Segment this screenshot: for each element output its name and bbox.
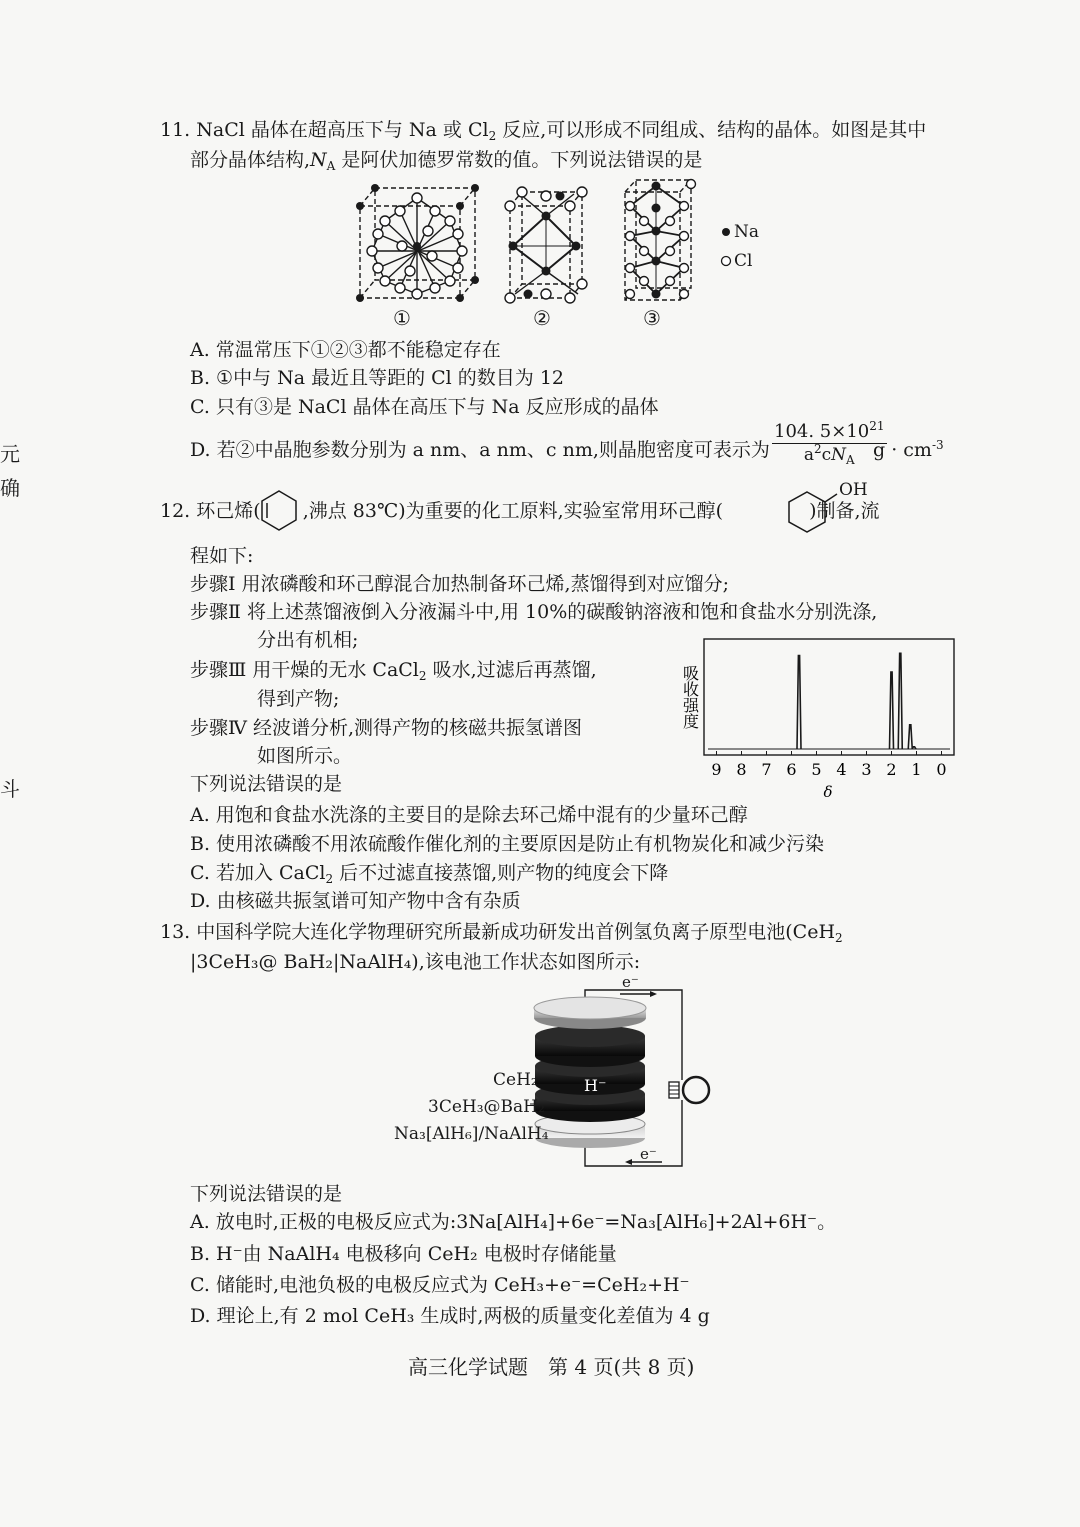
nmr-spectrum-chart (676, 634, 961, 804)
q12-step-2: 步骤Ⅱ 将上述蒸馏液倒入分液漏斗中,用 10%的碳酸钠溶液和饱和食盐水分别洗涤, (190, 601, 878, 623)
q12-step-4-cont: 如图所示。 (257, 745, 353, 767)
step3-text: 步骤Ⅲ 用干燥的无水 CaCl (190, 659, 419, 681)
y-axis-label: 吸收强度 (680, 665, 700, 729)
nmr-peak (797, 656, 801, 750)
margin-fragment: 元 (0, 442, 20, 466)
nmr-peak (890, 672, 894, 749)
q11-stem-line1 (160, 116, 926, 144)
x-tick-label: 2 (886, 760, 897, 779)
den-a: a (803, 445, 814, 465)
q12-stem-text: 环己烯( (196, 500, 261, 522)
q12-step-4: 步骤Ⅳ 经波谱分析,测得产物的核磁共振氢谱图 (190, 717, 583, 739)
crystal-structure-3 (625, 180, 696, 301)
x-tick-label: 5 (811, 760, 822, 779)
q12-option-b: B. 使用浓磷酸不用浓硫酸作催化剂的主要原因是防止有机物炭化和减少污染 (190, 833, 825, 855)
q12-option-a: A. 用饱和食盐水洗涤的主要目的是除去环己烯中混有的少量环己醇 (190, 804, 748, 826)
q11-option-b: B. ①中与 Na 最近且等距的 Cl 的数目为 12 (190, 367, 565, 389)
q12-option-d: D. 由核磁共振氢谱可知产物中含有杂质 (190, 890, 521, 912)
q11-stem-text: NaCl 晶体在超高压下与 Na 或 Cl (196, 119, 489, 141)
q12-step-3-cont: 得到产物; (257, 688, 340, 710)
layer-label-ceh2: CeH₂ (493, 1070, 538, 1090)
x-tick-label: 7 (761, 760, 772, 779)
den-n: N (831, 445, 847, 465)
q13-number: 13. (160, 921, 191, 943)
density-fraction (772, 421, 887, 465)
crystal-structures-figure (350, 176, 770, 328)
option-c-text: C. 若加入 CaCl (190, 862, 326, 884)
cl-legend-marker (722, 257, 731, 266)
na-legend-marker (722, 228, 730, 236)
arrowhead (650, 991, 657, 997)
figure-label-3: ③ (643, 306, 661, 330)
q12-stem-text: )制备,流 (809, 500, 880, 522)
subscript: A (846, 453, 855, 467)
subscript: 2 (488, 129, 497, 143)
q11-option-d (190, 436, 770, 464)
q11-stem-text: 部分晶体结构, (190, 149, 311, 171)
x-tick-label: 6 (786, 760, 797, 779)
den-c: c (821, 445, 832, 465)
fraction-denominator (772, 444, 887, 465)
q11-stem-line2 (190, 146, 702, 174)
x-tick-label: 8 (736, 760, 747, 779)
figure-label-1: ① (393, 306, 411, 330)
q13-option-b: B. H⁻由 NaAlH₄ 电极移向 CeH₂ 电极时存储能量 (190, 1243, 617, 1265)
q12-number: 12. (160, 500, 191, 522)
x-tick-label: 4 (836, 760, 847, 779)
avogadro-symbol: N (310, 149, 327, 171)
fraction-numerator (772, 421, 887, 444)
q13-stem-line2: |3CeH₃@ BaH₂|NaAlH₄),该电池工作状态如图所示: (190, 951, 641, 973)
unit-text: g · cm (873, 439, 932, 461)
subscript: 2 (418, 669, 427, 683)
cyclohexene-structure-icon (258, 487, 300, 533)
hydride-ion-label: H⁻ (584, 1076, 607, 1095)
x-tick-label: 3 (861, 760, 872, 779)
q13-option-c: C. 储能时,电池负极的电极反应式为 CeH₃+e⁻=CeH₂+H⁻ (190, 1274, 690, 1296)
q12-step-2-cont: 分出有机相; (257, 629, 359, 651)
q12-step-1: 步骤Ⅰ 用浓磷酸和环己醇混合加热制备环己烯,蒸馏得到对应馏分; (190, 573, 729, 595)
nmr-peak (898, 653, 902, 749)
q11-number: 11. (160, 119, 191, 141)
numerator-text: 104. 5×10 (774, 421, 870, 442)
margin-fragment: 确 (0, 476, 20, 500)
x-tick-label: 1 (911, 760, 922, 779)
q13-option-d: D. 理论上,有 2 mol CeH₃ 生成时,两极的质量变化差值为 4 g (190, 1305, 710, 1327)
na-legend-label: Na (734, 222, 760, 242)
q12-stem-text: ,沸点 83℃)为重要的化工原料,实验室常用环己醇( (302, 500, 724, 522)
q11-stem-text: 是阿伏加德罗常数的值。下列说法错误的是 (335, 149, 703, 171)
figure-label-2: ② (533, 306, 551, 330)
q11-option-c: C. 只有③是 NaCl 晶体在高压下与 Na 反应形成的晶体 (190, 396, 659, 418)
battery-figure (380, 976, 720, 1176)
subscript: A (326, 159, 336, 173)
electron-label-bottom: e⁻ (640, 1145, 657, 1163)
page-footer: 高三化学试题 第 4 页(共 8 页) (408, 1355, 695, 1379)
q12-step-3 (190, 656, 597, 684)
x-tick-label: 9 (711, 760, 722, 779)
crystal-structure-1 (356, 184, 479, 302)
subscript: 2 (835, 931, 843, 945)
chart-frame (704, 639, 954, 755)
q13-stem-text: 中国科学院大连化学物理研究所最新成功研发出首例氢负离子原型电池(CeH (196, 921, 836, 943)
superscript: 2 (813, 442, 822, 456)
x-axis-label: δ (823, 783, 833, 801)
step3-text: 吸水,过滤后再蒸馏, (426, 659, 597, 681)
q13-stem-line1 (160, 918, 843, 946)
margin-fragment: 斗 (0, 777, 20, 801)
nmr-peak (908, 725, 912, 749)
electron-label-top: e⁻ (622, 973, 639, 991)
q11-option-d-text: D. 若②中晶胞参数分别为 a nm、a nm、c nm,则晶胞密度可表示为 (190, 439, 770, 461)
q12-option-c (190, 859, 668, 887)
q12-ask: 下列说法错误的是 (190, 773, 343, 795)
light-bulb-icon (669, 1077, 709, 1103)
q13-option-a: A. 放电时,正极的电极反应式为:3Na[AlH₄]+6e⁻=Na₃[AlH₆]+2Al+6H⁻。 (190, 1211, 837, 1233)
oh-label: OH (839, 480, 868, 500)
superscript: 21 (869, 419, 885, 433)
density-unit (873, 436, 944, 464)
cl-legend-label: Cl (734, 251, 753, 271)
arrowhead (625, 1159, 632, 1165)
crystal-structure-2 (505, 187, 587, 303)
option-c-text: 后不过滤直接蒸馏,则产物的纯度会下降 (333, 862, 669, 884)
q12-stem-line2: 程如下: (190, 545, 254, 567)
subscript: 2 (325, 872, 334, 886)
q13-ask: 下列说法错误的是 (190, 1183, 343, 1205)
crystal-legend (722, 228, 731, 266)
q11-stem-text: 反应,可以形成不同组成、结构的晶体。如图是其中 (496, 119, 927, 141)
q11-option-a: A. 常温常压下①②③都不能稳定存在 (190, 339, 501, 361)
battery-stack (534, 997, 646, 1148)
superscript: -3 (931, 438, 944, 452)
x-tick-label: 0 (936, 760, 947, 779)
nmr-peaks (708, 653, 950, 749)
layer-label-naalh: Na₃[AlH₆]/NaAlH₄ (394, 1124, 549, 1144)
layer-label-ceh3-bah2: 3CeH₃@BaH₂ (428, 1097, 545, 1117)
